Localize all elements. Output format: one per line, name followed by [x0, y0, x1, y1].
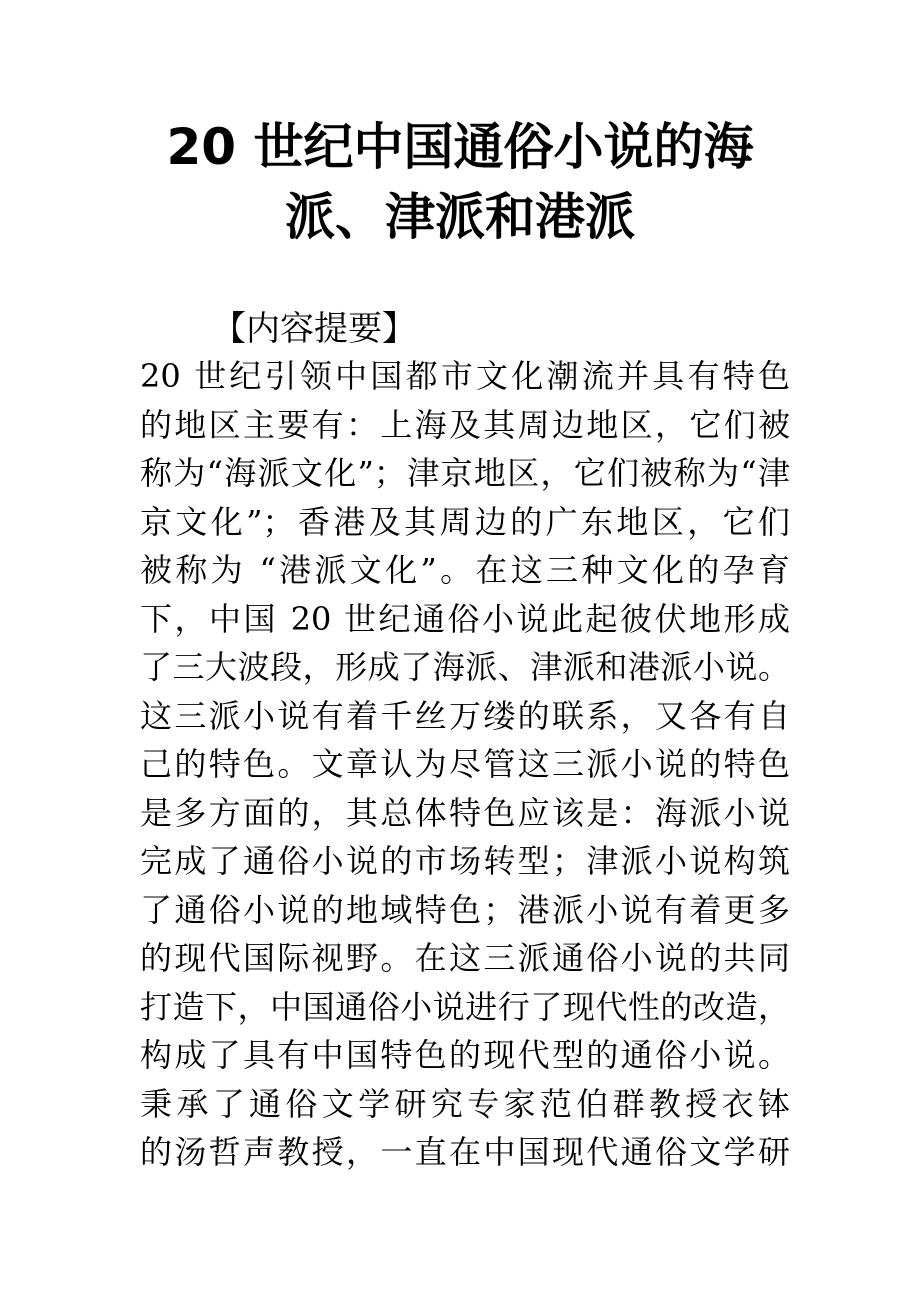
- body-line: 构成了具有中国特色的现代型的通俗小说。: [140, 1036, 790, 1074]
- body-line: 打造下，中国通俗小说进行了现代性的改造，: [140, 987, 790, 1026]
- body-line: 完成了通俗小说的市场转型；津派小说构筑: [140, 842, 790, 880]
- body-line: 己的特色。文章认为尽管这三派小说的特色: [140, 745, 790, 783]
- body-line: 的汤哲声教授，一直在中国现代通俗文学研: [140, 1133, 790, 1171]
- body-line: 这三派小说有着千丝万缕的联系，又各有自: [140, 696, 790, 735]
- body-line: 京文化”；香港及其周边的广东地区，它们: [140, 502, 790, 541]
- title-line-2: 派、津派和港派: [285, 188, 635, 246]
- document-title: [0, 112, 920, 252]
- body-line: 了三大波段，形成了海派、津派和港派小说。: [140, 648, 790, 686]
- body-line: 称为“海派文化”；津京地区，它们被称为“津: [140, 454, 790, 492]
- body-line: 被称为 “港派文化”。在这三种文化的孕育: [140, 551, 790, 589]
- body-line: 的地区主要有：上海及其周边地区，它们被: [140, 405, 790, 444]
- body-line: 的现代国际视野。在这三派通俗小说的共同: [140, 939, 790, 977]
- title-line-1: 20 世纪中国通俗小说的海: [166, 118, 754, 176]
- body-line: 了通俗小说的地域特色；港派小说有着更多: [140, 890, 790, 929]
- body-line: 秉承了通俗文学研究专家范伯群教授衣钵: [140, 1084, 790, 1123]
- body-line: 是多方面的，其总体特色应该是：海派小说: [140, 793, 790, 832]
- body-line: 下，中国 20 世纪通俗小说此起彼伏地形成: [140, 599, 790, 638]
- abstract-label: 【内容提要】: [212, 309, 416, 349]
- abstract-body: [140, 352, 790, 1177]
- body-line: 20 世纪引领中国都市文化潮流并具有特色: [140, 357, 790, 395]
